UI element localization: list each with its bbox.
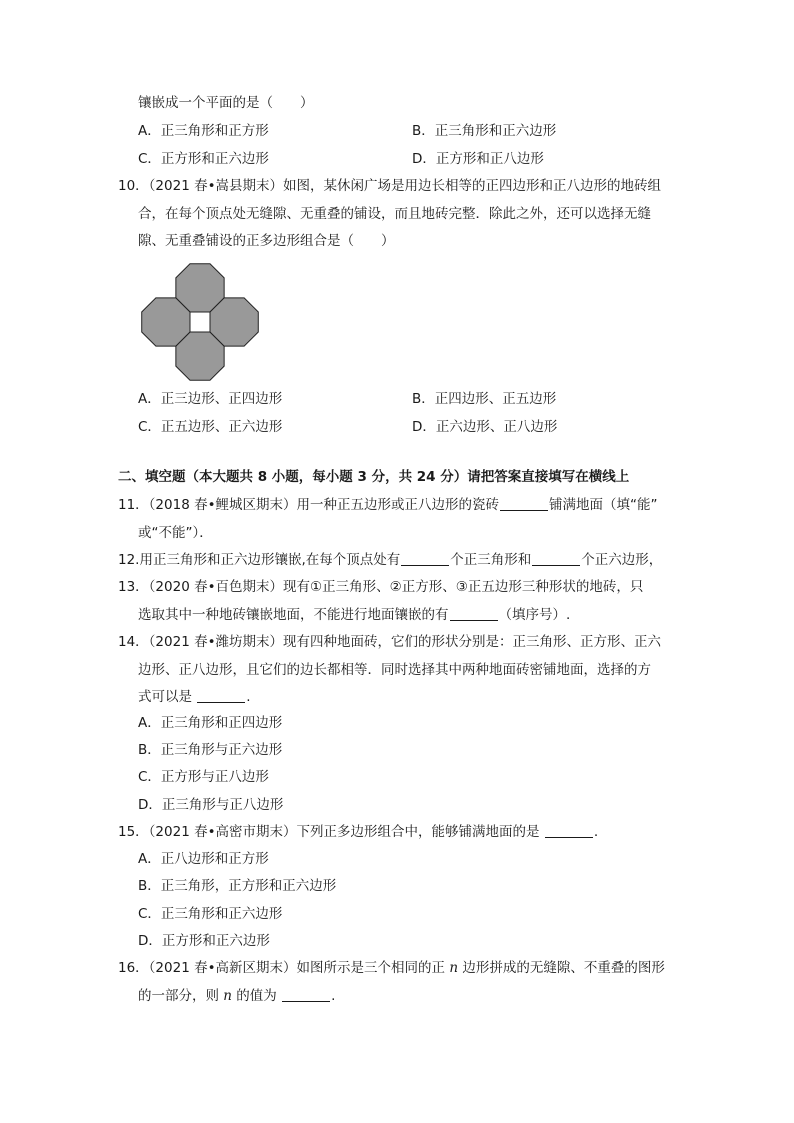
q10-line2: 合，在每个顶点处无缝隙、无重叠的铺设，而且地砖完整．除此之外，还可以选择无缝 [138, 206, 651, 222]
q13-line1: 13．（2020 春•百色期末）现有①正三角形、②正方形、③正五边形三种形状的地砖，只 [118, 579, 644, 595]
q16-line2 [138, 986, 335, 1006]
q12-text-a: 12.用正三角形和正六边形镶嵌,在每个顶点处有 [118, 552, 401, 568]
q10-option-d[interactable]: D．正六边形、正八边形 [412, 419, 558, 435]
q15-line1 [118, 822, 598, 842]
q16-text-d: 的值为 [232, 988, 282, 1004]
q9-option-d[interactable]: D．正方形和正八边形 [412, 151, 544, 167]
q15-answer-blank[interactable] [545, 823, 593, 838]
q10-line3: 隙、无重叠铺设的正多边形组合是（ ） [138, 233, 395, 249]
q14-option-b[interactable]: B．正三角形与正六边形 [138, 742, 283, 758]
q16-variable-n: n [449, 960, 459, 976]
q9-text: 镶嵌成一个平面的是（ ） [138, 95, 314, 111]
q9-option-a[interactable]: A．正三角形和正方形 [138, 123, 269, 139]
q14-line1: 14．（2021 春•潍坊期末）现有四种地面砖，它们的形状分别是：正三角形、正方形、正六 [118, 634, 662, 650]
q12-line [118, 550, 662, 570]
q14-text-a: 式可以是 [138, 689, 197, 705]
q9-option-c[interactable]: C．正方形和正六边形 [138, 151, 269, 167]
q11-text-a: 11．（2018 春•鲤城区期末）用一种正五边形或正八边形的瓷砖 [118, 497, 500, 513]
q12-text-b: 个正三角形和 [450, 552, 532, 568]
q13-line2 [138, 605, 570, 625]
q16-text-c: 的一部分，则 [138, 988, 224, 1004]
q10-option-c[interactable]: C．正五边形、正六边形 [138, 419, 283, 435]
q12-answer-blank-1[interactable] [401, 551, 449, 566]
q12-answer-blank-2[interactable] [532, 551, 580, 566]
q11-line1 [118, 495, 658, 515]
q15-option-a[interactable]: A．正八边形和正方形 [138, 851, 269, 867]
q15-option-b[interactable]: B．正三角形，正方形和正六边形 [138, 878, 337, 894]
q14-answer-blank[interactable] [197, 688, 245, 703]
q14-option-a[interactable]: A．正三角形和正四边形 [138, 715, 283, 731]
q10-line1: 10．（2021 春•嵩县期末）如图，某休闲广场是用边长相等的正四边形和正八边形的地砖组 [118, 178, 662, 194]
q14-line3 [138, 687, 251, 707]
q14-text-b: . [246, 689, 251, 705]
q16-text-e: . [331, 988, 336, 1004]
q13-text-b: （填序号）. [498, 607, 571, 623]
q15-option-d[interactable]: D．正方形和正六边形 [138, 933, 270, 949]
octagon-left [142, 298, 190, 346]
section-2-heading: 二、填空题（本大题共 8 小题，每小题 3 分，共 24 分）请把答案直接填写在横线上 [118, 469, 630, 485]
q14-option-c[interactable]: C．正方形与正八边形 [138, 769, 269, 785]
q16-line1 [118, 958, 665, 978]
q15-text-b: . [593, 824, 599, 840]
q10-option-b[interactable]: B．正四边形、正五边形 [412, 391, 557, 407]
q16-text-b: 边形拼成的无缝隙、不重叠的图形 [458, 960, 665, 976]
q14-option-d[interactable]: D．正三角形与正八边形 [138, 797, 284, 813]
q11-text-b: 铺满地面（填“能” [549, 497, 658, 513]
q13-text-a: 选取其中一种地砖镶嵌地面，不能进行地面镶嵌的有 [138, 607, 449, 623]
q12-text-c: 个正六边形， [581, 552, 663, 568]
q10-option-a[interactable]: A．正三边形、正四边形 [138, 391, 283, 407]
q16-text-a: 16．（2021 春•高新区期末）如图所示是三个相同的正 [118, 960, 450, 976]
q16-variable-n-2: n [223, 988, 232, 1004]
q13-answer-blank[interactable] [450, 606, 498, 621]
center-square [190, 312, 210, 332]
q15-text-a: 15．（2021 春•高密市期末）下列正多边形组合中，能够铺满地面的是 [118, 824, 544, 840]
q11-answer-blank[interactable] [500, 496, 548, 511]
q9-option-b[interactable]: B．正三角形和正六边形 [412, 123, 557, 139]
q11-line2: 或“不能”）． [138, 525, 213, 541]
octagon-square-tiling-figure [140, 262, 260, 382]
q16-answer-blank[interactable] [282, 987, 330, 1002]
q14-line2: 边形、正八边形，且它们的边长都相等．同时选择其中两种地面砖密铺地面，选择的方 [138, 662, 651, 678]
q15-option-c[interactable]: C．正三角形和正六边形 [138, 906, 283, 922]
octagon-right [210, 298, 258, 346]
